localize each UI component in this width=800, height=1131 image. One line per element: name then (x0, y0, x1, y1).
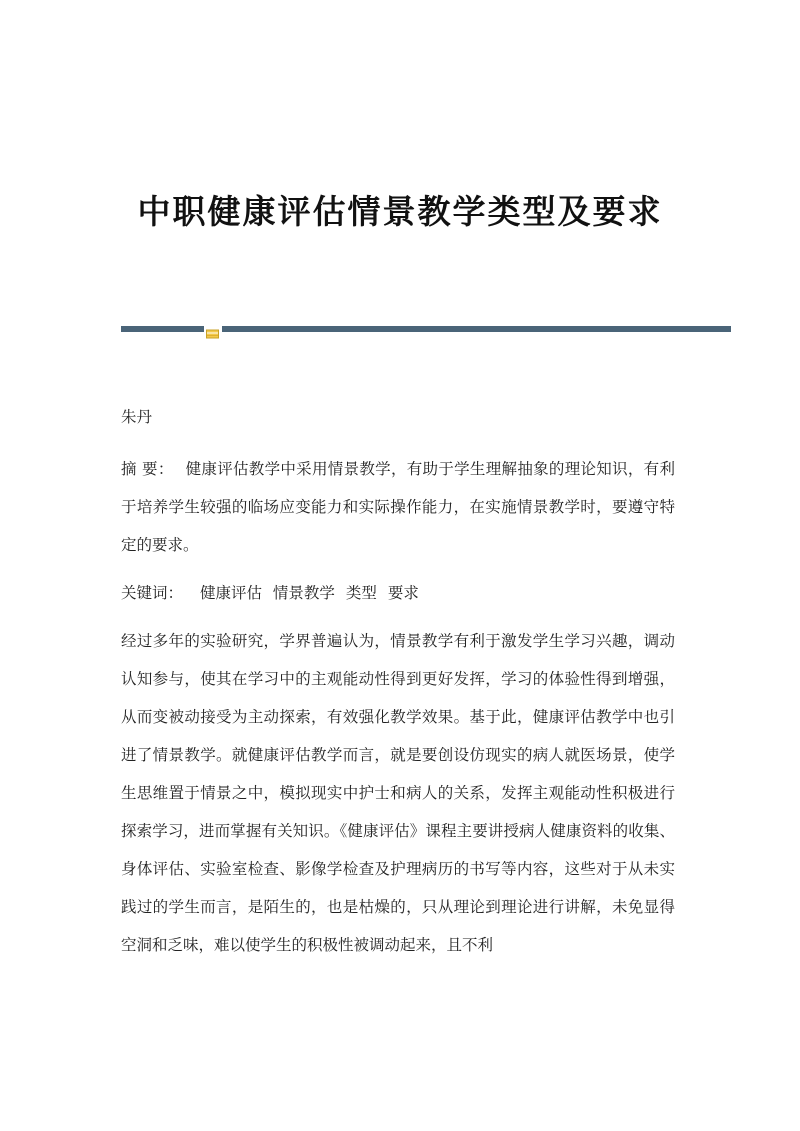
abstract-text: 健康评估教学中采用情景教学，有助于学生理解抽象的理论知识，有利于培养学生较强的临场应变能力和实际操作能力，在实施情景教学时，要遵守特定的要求。 (121, 460, 675, 554)
abstract-label: 摘 要： (121, 460, 174, 478)
page-title: 中职健康评估情景教学类型及要求 (137, 192, 663, 231)
folded-paper-icon (206, 324, 219, 334)
abstract-paragraph (121, 450, 675, 564)
body-paragraph: 经过多年的实验研究，学界普遍认为，情景教学有利于激发学生学习兴趣，调动认知参与，使其在学习中的主观能动性得到更好发挥，学习的体验性得到增强，从而变被动接受为主动探索，有效强化教学效果。基于此，健康评估教学中也引进了情景教学。就健康评估教学而言，就是要创设仿现实的病人就医场景，使学生思维置于情景之中，模拟现实中护士和病人的关系，发挥主观能动性积极进行探索学习，进而掌握有关知识。《健康评估》课程主要讲授病人健康资料的收集、身体评估、实验室检查、影像学检查及护理病历的书写等内容，这些对于从未实践过的学生而言，是陌生的，也是枯燥的，只从理论到理论进行讲解，未免显得空洞和乏味，难以使学生的积极性被调动起来，且不利 (121, 632, 675, 954)
title-divider (121, 325, 731, 333)
keywords-label: 关键词： (121, 584, 184, 602)
author-name: 朱丹 (121, 408, 153, 426)
keyword-item: 要求 (387, 584, 419, 602)
divider-bar-left (121, 326, 204, 332)
keyword-item: 情景教学 (272, 584, 335, 602)
document-body (121, 398, 675, 974)
keywords-paragraph (121, 574, 675, 612)
keyword-item: 健康评估 (199, 584, 262, 602)
keyword-item: 类型 (345, 584, 377, 602)
divider-bar-right (222, 326, 731, 332)
